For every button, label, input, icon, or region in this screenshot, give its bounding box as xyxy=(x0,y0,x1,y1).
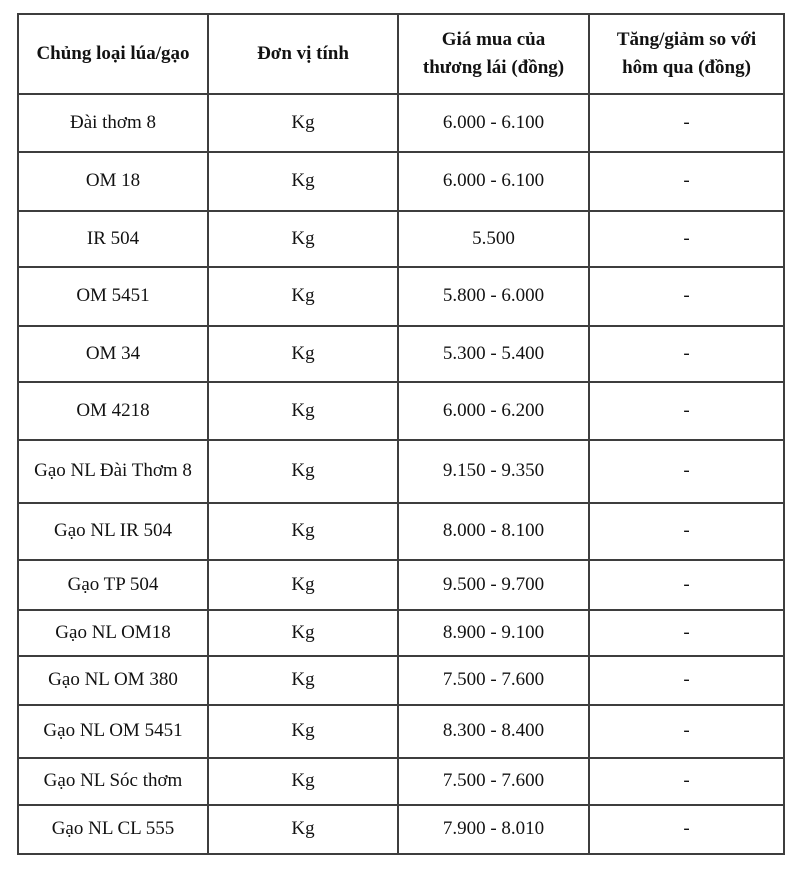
cell-unit: Kg xyxy=(208,326,398,382)
cell-unit: Kg xyxy=(208,382,398,440)
cell-change: - xyxy=(589,503,784,560)
cell-price: 7.500 - 7.600 xyxy=(398,656,589,705)
cell-unit: Kg xyxy=(208,705,398,758)
table-row xyxy=(18,152,784,211)
cell-variety: Gạo NL IR 504 xyxy=(18,503,208,560)
cell-unit: Kg xyxy=(208,656,398,705)
cell-price: 6.000 - 6.100 xyxy=(398,94,589,152)
table-row xyxy=(18,560,784,610)
cell-variety: OM 4218 xyxy=(18,382,208,440)
cell-change: - xyxy=(589,211,784,267)
cell-price: 7.500 - 7.600 xyxy=(398,758,589,805)
header-row xyxy=(18,14,784,94)
column-header-unit-label: Đơn vị tính xyxy=(257,43,349,65)
table-row xyxy=(18,705,784,758)
column-header-unit xyxy=(208,14,398,94)
cell-unit: Kg xyxy=(208,440,398,503)
cell-price: 7.900 - 8.010 xyxy=(398,805,589,854)
table-row xyxy=(18,503,784,560)
table-body xyxy=(18,94,784,854)
cell-unit: Kg xyxy=(208,211,398,267)
table-row xyxy=(18,326,784,382)
cell-price: 9.500 - 9.700 xyxy=(398,560,589,610)
cell-price: 8.900 - 9.100 xyxy=(398,610,589,656)
cell-unit: Kg xyxy=(208,805,398,854)
cell-variety: Đài thơm 8 xyxy=(18,94,208,152)
cell-variety: Gạo NL Đài Thơm 8 xyxy=(18,440,208,503)
table-header xyxy=(18,14,784,94)
cell-price: 5.300 - 5.400 xyxy=(398,326,589,382)
cell-price: 6.000 - 6.100 xyxy=(398,152,589,211)
cell-variety: IR 504 xyxy=(18,211,208,267)
cell-unit: Kg xyxy=(208,152,398,211)
rice-price-table xyxy=(17,13,785,855)
table-row xyxy=(18,656,784,705)
cell-change: - xyxy=(589,805,784,854)
cell-variety: Gạo NL OM 5451 xyxy=(18,705,208,758)
cell-unit: Kg xyxy=(208,560,398,610)
cell-change: - xyxy=(589,758,784,805)
cell-variety: Gạo NL Sóc thơm xyxy=(18,758,208,805)
cell-change: - xyxy=(589,656,784,705)
column-header-change xyxy=(589,14,784,94)
table-row xyxy=(18,758,784,805)
cell-unit: Kg xyxy=(208,267,398,326)
cell-unit: Kg xyxy=(208,94,398,152)
cell-price: 8.000 - 8.100 xyxy=(398,503,589,560)
cell-variety: Gạo NL OM18 xyxy=(18,610,208,656)
table-row xyxy=(18,211,784,267)
table-row xyxy=(18,805,784,854)
cell-price: 5.500 xyxy=(398,211,589,267)
cell-unit: Kg xyxy=(208,758,398,805)
table-row xyxy=(18,610,784,656)
cell-variety: Gạo NL CL 555 xyxy=(18,805,208,854)
cell-price: 5.800 - 6.000 xyxy=(398,267,589,326)
cell-change: - xyxy=(589,267,784,326)
table-row xyxy=(18,382,784,440)
table-row xyxy=(18,94,784,152)
cell-change: - xyxy=(589,440,784,503)
cell-variety: Gạo TP 504 xyxy=(18,560,208,610)
column-header-price xyxy=(398,14,589,94)
cell-change: - xyxy=(589,152,784,211)
cell-change: - xyxy=(589,610,784,656)
cell-unit: Kg xyxy=(208,610,398,656)
column-header-price-label: Giá mua của thương lái (đồng) xyxy=(422,29,565,78)
cell-price: 6.000 - 6.200 xyxy=(398,382,589,440)
cell-variety: OM 34 xyxy=(18,326,208,382)
column-header-change-label: Tăng/giảm so với hôm qua (đồng) xyxy=(616,29,757,78)
cell-change: - xyxy=(589,94,784,152)
cell-change: - xyxy=(589,560,784,610)
cell-variety: Gạo NL OM 380 xyxy=(18,656,208,705)
cell-unit: Kg xyxy=(208,503,398,560)
column-header-variety xyxy=(18,14,208,94)
cell-price: 8.300 - 8.400 xyxy=(398,705,589,758)
cell-variety: OM 18 xyxy=(18,152,208,211)
cell-change: - xyxy=(589,326,784,382)
table-row xyxy=(18,267,784,326)
cell-change: - xyxy=(589,705,784,758)
cell-change: - xyxy=(589,382,784,440)
table-row xyxy=(18,440,784,503)
column-header-variety-label: Chủng loại lúa/gạo xyxy=(36,43,190,65)
cell-price: 9.150 - 9.350 xyxy=(398,440,589,503)
cell-variety: OM 5451 xyxy=(18,267,208,326)
